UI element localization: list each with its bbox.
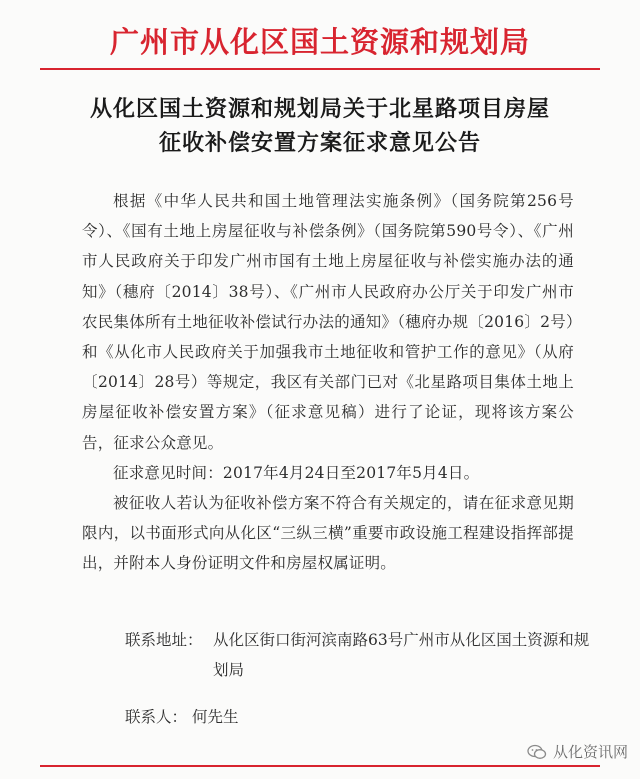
contact-person-value: 何先生: [191, 708, 239, 726]
contact-person: [125, 702, 595, 732]
contact-address-label: 联系地址：: [125, 631, 203, 649]
notice-body: [82, 186, 574, 579]
body-paragraph-comment-period: 征求意见时间：2017年4月24日至2017年5月4日。: [113, 463, 480, 482]
contact-person-label: 联系人：: [125, 708, 188, 726]
body-paragraph-objection-procedure: 被征收人若认为征收补偿方案不符合有关规定的，请在征求意见期限内，以书面形式向从化区“三纵三横”重要市政设施工程建设指挥部提出，并附本人身份证明文件和房屋权属证明。: [82, 494, 574, 573]
letterhead-red-rule: [40, 68, 600, 70]
notice-title-line-2: 征收补偿安置方案征求意见公告: [158, 130, 481, 156]
letterhead-org-name: 广州市从化区国土资源和规划局: [109, 25, 530, 59]
notice-title-line-1: 从化区国土资源和规划局关于北星路项目房屋: [89, 96, 550, 122]
watermark-text: 从化资讯网: [552, 743, 628, 761]
footer-red-rule: [40, 765, 600, 767]
body-paragraph-legal-basis: 根据《中华人民共和国土地管理法实施条例》（国务院第256号令）、《国有土地上房屋征收与补偿条例》（国务院第590号令）、《广州市人民政府关于印发广州市国有土地上房屋征收与补偿实施办法的通知》（穗府〔2014〕38号）、《广州市人民政府办公厅关于印发广州市农民集体所有土地征收补偿试行办法的通知》（穗府办规〔2016〕2号）和《从化市人民政府关于加强我市土地征收和管护工作的意见》（从府〔2014〕28号）等规定，我区有关部门已对《北星路项目集体土地上房屋征收补偿安置方案》（征求意见稿）进行了论证，现将该方案公告，征求公众意见。: [82, 192, 574, 452]
contact-address-value: 从化区街口街河滨南路63号广州市从化区国土资源和规划局: [213, 631, 590, 679]
source-watermark: [527, 741, 628, 762]
contact-address: [125, 625, 595, 685]
wechat-icon: [527, 744, 547, 760]
